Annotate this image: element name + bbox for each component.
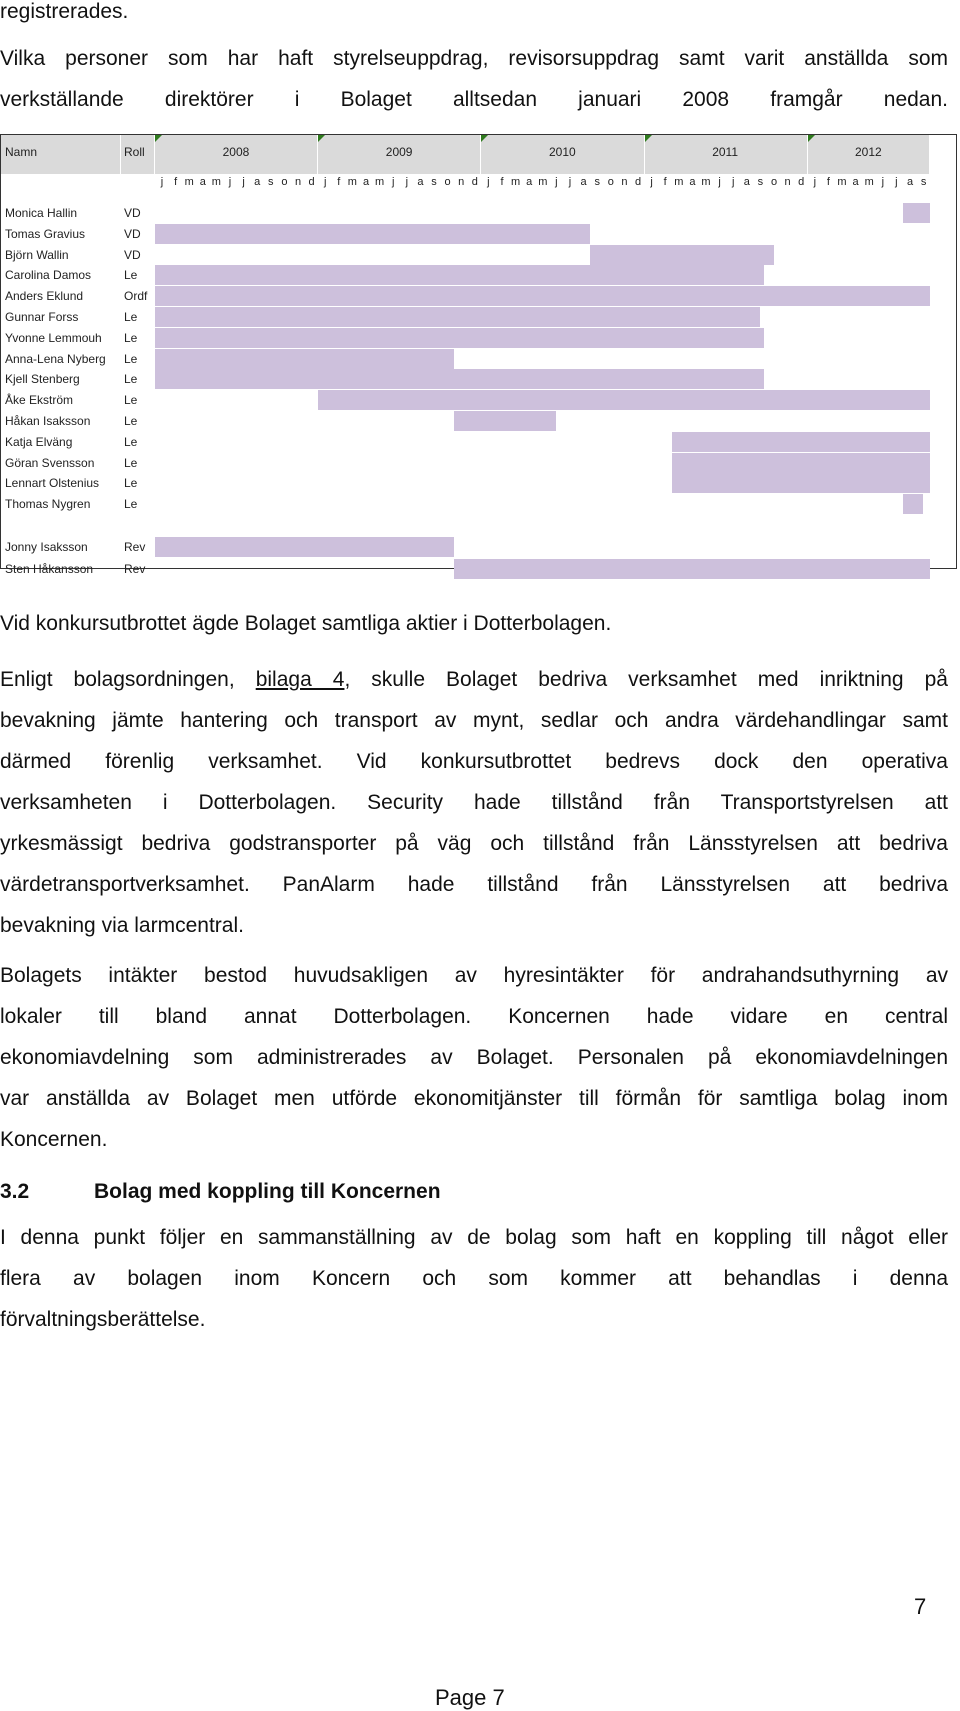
gantt-row-role: Le <box>124 414 138 428</box>
year-marker-flag <box>481 135 488 142</box>
text-segment: Enligt bolagsordningen, <box>0 668 256 691</box>
gantt-month-label: a <box>906 176 914 188</box>
gantt-month-label: a <box>199 176 206 188</box>
gantt-bar <box>672 453 930 473</box>
gantt-row-name: Thomas Nygren <box>5 497 91 512</box>
gantt-month-label: j <box>650 176 653 188</box>
gantt-bar <box>454 411 556 431</box>
gantt-row-name: Jonny Isaksson <box>5 540 88 554</box>
gantt-year-header <box>645 135 808 174</box>
board-timeline-chart <box>0 134 957 576</box>
paragraph-articles-line-5: yrkesmässigt bedriva godstransporter på väg och tillstånd från Länsstyrelsen att bedriva <box>0 832 948 855</box>
gantt-bar <box>155 328 764 348</box>
gantt-bar <box>155 265 764 285</box>
gantt-row-name: Anna-Lena Nyberg <box>5 351 106 366</box>
year-marker-flag <box>155 135 162 142</box>
gantt-row-name: Håkan Isaksson <box>5 414 91 428</box>
gantt-bar <box>155 369 764 389</box>
gantt-month-label: m <box>837 176 847 188</box>
paragraph-articles-line-2: bevakning jämte hantering och transport av mynt, sedlar och andra värdehandlingar samt <box>0 709 948 732</box>
gantt-row-role: VD <box>124 247 141 262</box>
gantt-row-role: Le <box>124 497 138 512</box>
paragraph-revenue-line-3: ekonomiavdelning som administrerades av Bolaget. Personalen på ekonomiavdelningen <box>0 1046 948 1069</box>
gantt-row-name: Åke Ekström <box>5 393 74 408</box>
section-title: Bolag med koppling till Koncernen <box>94 1180 441 1203</box>
gantt-bar <box>672 473 930 493</box>
paragraph-articles-line-7: bevakning via larmcentral. <box>0 914 244 937</box>
paragraph-articles-line-4: verksamheten i Dotterbolagen. Security hade tillstånd från Transportstyrelsen att <box>0 791 948 814</box>
gantt-row-role: Le <box>124 476 138 491</box>
gantt-row-name: Lennart Olstenius <box>5 476 100 491</box>
gantt-month-label: m <box>184 176 194 188</box>
gantt-month-label: j <box>718 176 721 188</box>
gantt-bar <box>903 494 923 514</box>
gantt-month-label: m <box>538 176 548 188</box>
gantt-row-role: Le <box>124 434 138 449</box>
gantt-bar <box>155 537 454 557</box>
paragraph-related-companies <box>0 1226 948 1349</box>
gantt-header-role: Roll <box>124 145 145 159</box>
gantt-header-role-cell <box>121 135 155 174</box>
gantt-month-label: s <box>268 176 274 188</box>
bilaga-4-link[interactable]: bilaga 4 <box>255 668 345 691</box>
gantt-month-label: d <box>798 176 805 188</box>
gantt-month-label: f <box>174 176 178 188</box>
gantt-month-label: o <box>607 176 614 188</box>
paragraph-articles <box>0 668 948 955</box>
gantt-year-label: 2010 <box>548 145 576 159</box>
gantt-month-label: f <box>337 176 341 188</box>
gantt-month-label: j <box>487 176 490 188</box>
gantt-year-label: 2011 <box>712 145 738 159</box>
gantt-row-role: Rev <box>124 540 146 554</box>
gantt-month-label: j <box>242 176 245 188</box>
paragraph-articles-line-3: därmed förenlig verksamhet. Vid konkursutbrottet bedrevs dock den operativa <box>0 750 948 773</box>
paragraph-revenue <box>0 964 948 1169</box>
paragraph-related-line-3: förvaltningsberättelse. <box>0 1308 206 1331</box>
gantt-month-label: m <box>674 176 684 188</box>
gantt-month-label: f <box>826 176 830 188</box>
gantt-bar <box>155 224 590 244</box>
gantt-bar <box>318 390 930 410</box>
gantt-month-label: m <box>211 176 221 188</box>
paragraph-articles-line-6: värdetransportverksamhet. PanAlarm hade tillstånd från Länsstyrelsen att bedriva <box>0 873 948 896</box>
paragraph-revenue-line-4: var anställda av Bolaget men utförde ekonomitjänster till förmån för samtliga bolag inom <box>0 1087 948 1110</box>
gantt-month-label: a <box>743 176 750 188</box>
gantt-month-label: j <box>731 176 735 188</box>
gantt-header-name: Namn <box>5 145 38 159</box>
gantt-month-label: m <box>701 176 711 188</box>
gantt-row-name: Katja Elväng <box>5 434 73 449</box>
gantt-month-label: j <box>895 176 898 188</box>
gantt-month-label: j <box>813 176 817 188</box>
paragraph-related-line-1: I denna punkt följer en sammanställning av de bolag som haft en koppling till något eller <box>0 1226 948 1249</box>
gantt-month-label: s <box>431 176 437 188</box>
gantt-row-name: Göran Svensson <box>5 455 95 470</box>
gantt-month-label: s <box>757 176 764 188</box>
gantt-row-role: Rev <box>124 561 146 576</box>
gantt-month-label: n <box>621 176 628 188</box>
gantt-month-label: m <box>375 176 385 188</box>
intro-line-1: registrerades. <box>0 0 129 23</box>
gantt-month-label: n <box>294 176 302 188</box>
gantt-row-role: Ordf <box>124 289 148 304</box>
gantt-month-label: j <box>228 176 232 188</box>
gantt-month-label: o <box>281 176 288 188</box>
gantt-year-header <box>481 135 644 174</box>
text-segment: , skulle Bolaget bedriva verksamhet med inriktning på <box>344 668 948 691</box>
gantt-bar <box>590 245 774 265</box>
gantt-month-label: j <box>160 176 164 188</box>
gantt-year-label: 2009 <box>385 145 413 159</box>
gantt-month-label: j <box>555 176 558 188</box>
gantt-month-label: d <box>634 176 642 188</box>
gantt-month-label: a <box>417 176 424 188</box>
intro-line-3: verkställande direktörer i Bolaget alltsedan januari 2008 framgår nedan. <box>0 88 948 111</box>
gantt-month-label: j <box>405 176 409 188</box>
gantt-month-label: s <box>920 176 927 188</box>
gantt-bar <box>155 349 454 369</box>
page-footer: Page 7 <box>435 1685 505 1710</box>
gantt-bar <box>672 432 930 452</box>
gantt-month-label: n <box>784 176 791 188</box>
gantt-month-label: o <box>444 176 451 188</box>
gantt-month-label: a <box>526 176 533 188</box>
gantt-month-label: m <box>347 176 357 188</box>
intro-line-2: Vilka personer som har haft styrelseuppdrag, revisorsuppdrag samt varit anställda som <box>0 47 948 70</box>
gantt-month-label: d <box>308 176 315 188</box>
page-number: 7 <box>914 1594 927 1619</box>
paragraph-subsidiaries: Vid konkursutbrottet ägde Bolaget samtliga aktier i Dotterbolagen. <box>0 612 612 635</box>
paragraph-revenue-line-5: Koncernen. <box>0 1128 108 1151</box>
gantt-month-label: a <box>254 176 261 188</box>
gantt-month-label: d <box>471 176 478 188</box>
gantt-row-role: VD <box>124 226 141 241</box>
gantt-row-role: Le <box>124 372 138 387</box>
gantt-header-name-cell <box>1 135 121 174</box>
year-marker-flag <box>808 135 815 142</box>
gantt-bar <box>454 559 930 579</box>
gantt-month-label: a <box>362 176 370 188</box>
gantt-bar <box>155 286 930 306</box>
paragraph-related-line-2: flera av bolagen inom Koncern och som kommer att behandlas i denna <box>0 1267 948 1290</box>
gantt-year-header <box>318 135 481 174</box>
gantt-row-role: Le <box>124 455 138 470</box>
gantt-row-name: Sten Håkansson <box>5 561 94 576</box>
gantt-month-label: j <box>323 176 327 188</box>
gantt-row-name: Tomas Gravius <box>5 226 86 241</box>
gantt-month-label: n <box>458 176 465 188</box>
gantt-year-label: 2008 <box>222 145 250 159</box>
gantt-row-name: Yvonne Lemmouh <box>5 330 102 345</box>
gantt-row-name: Monica Hallin <box>5 206 78 220</box>
gantt-month-label: f <box>663 176 667 188</box>
gantt-month-label: a <box>689 176 696 188</box>
year-marker-flag <box>645 135 652 142</box>
paragraph-revenue-line-2: lokaler till bland annat Dotterbolagen. Koncernen hade vidare en central <box>0 1005 948 1028</box>
gantt-month-label: o <box>770 176 778 188</box>
gantt-bar <box>903 203 930 223</box>
gantt-year-header <box>155 135 318 174</box>
gantt-row-name: Anders Eklund <box>5 289 84 304</box>
gantt-month-label: j <box>568 176 572 188</box>
gantt-row-name: Björn Wallin <box>5 247 69 262</box>
gantt-row-name: Gunnar Forss <box>5 310 79 324</box>
gantt-row-name: Carolina Damos <box>5 268 92 283</box>
gantt-month-label: j <box>391 176 395 188</box>
intro-paragraph <box>0 47 948 129</box>
gantt-row-role: VD <box>124 206 141 220</box>
gantt-row-role: Le <box>124 268 138 283</box>
gantt-month-label: j <box>881 176 885 188</box>
paragraph-revenue-line-1: Bolagets intäkter bestod huvudsakligen av hyresintäkter för andrahandsuthyrning av <box>0 964 948 987</box>
gantt-row-role: Le <box>124 393 138 408</box>
gantt-row-role: Le <box>124 330 138 345</box>
gantt-row-role: Le <box>124 351 138 366</box>
gantt-bar <box>155 307 760 327</box>
gantt-month-label: m <box>511 176 521 188</box>
gantt-month-label: a <box>852 176 859 188</box>
gantt-month-label: m <box>864 176 874 188</box>
gantt-month-label: f <box>500 176 504 188</box>
gantt-row-name: Kjell Stenberg <box>5 372 80 387</box>
gantt-row-role: Le <box>124 310 138 324</box>
year-marker-flag <box>318 135 325 142</box>
gantt-month-label: a <box>580 176 587 188</box>
section-number: 3.2 <box>0 1180 30 1203</box>
gantt-year-header <box>808 135 930 174</box>
gantt-month-label: s <box>594 176 600 188</box>
gantt-year-label: 2012 <box>854 145 882 159</box>
paragraph-articles-line-1 <box>0 668 948 709</box>
